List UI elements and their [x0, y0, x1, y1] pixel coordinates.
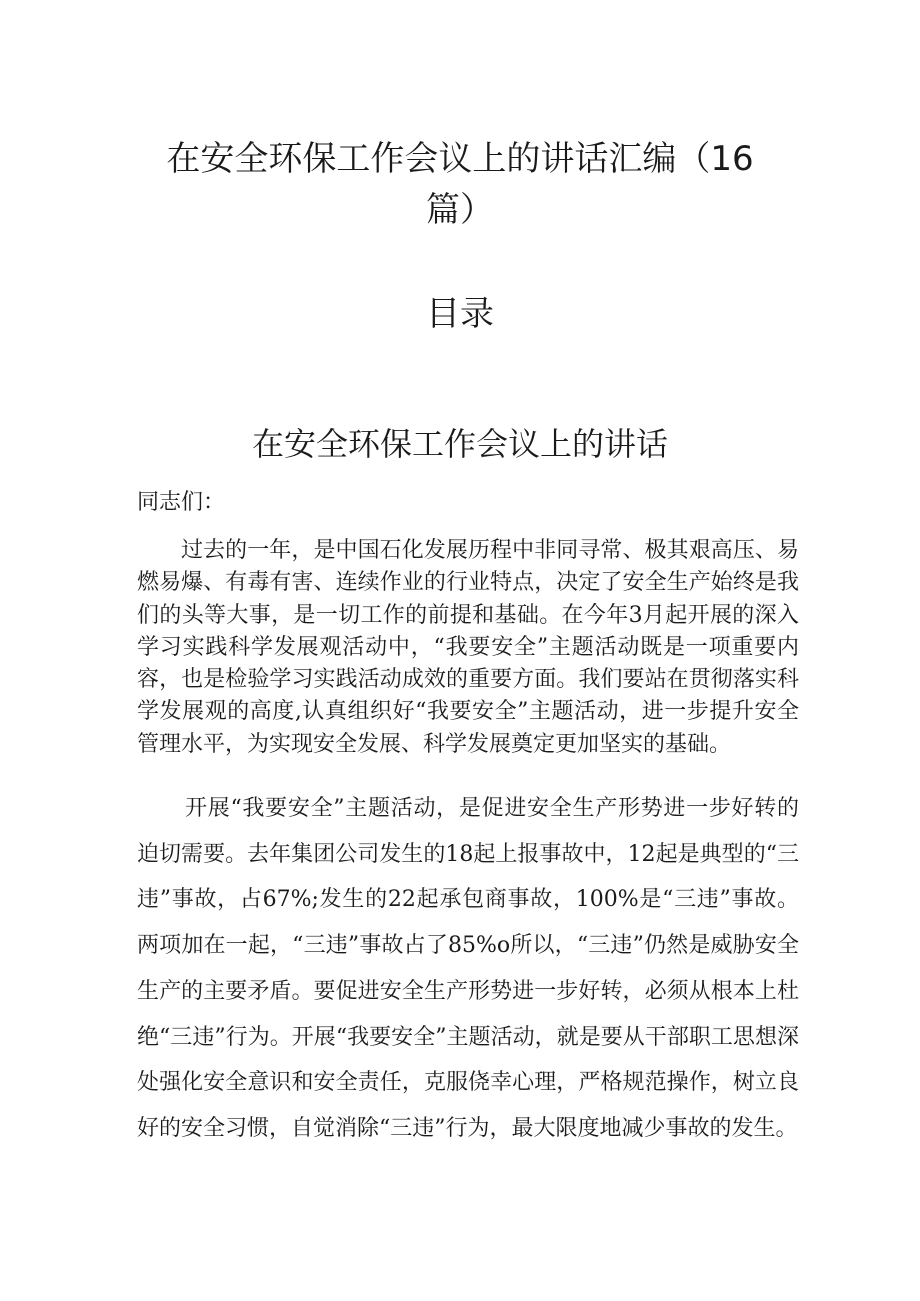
paragraph-2: 开展“我要安全”主题活动，是促进安全生产形势进一步好转的迫切需要。去年集团公司发生的18起上报事故中，12起是典型的“三违”事故，占67%;发生的22起承包商事故，100%是“三违”事故。两项加在一起，“三违”事故占了85%o所以，“三违”仍然是威胁安全生产的主要矛盾。要促进安全生产形势进一步好转，必须从根本上杜绝“三违”行为。开展“我要安全”主题活动，就是要从干部职工思想深处强化安全意识和安全责任，克服侥幸心理，严格规范操作，树立良好的安全习惯，自觉消除“三违”行为，最大限度地减少事故的发生。	[137, 796, 799, 1141]
greeting: 同志们：	[137, 490, 226, 515]
section-title: 在安全环保工作会议上的讲话	[251, 425, 668, 463]
document-title-line-2: 篇）	[426, 190, 494, 230]
paragraph-1: 过去的一年，是中国石化发展历程中非同寻常、极其艰高压、易燃易爆、有毒有害、连续作业的行业特点，决定了安全生产始终是我们的头等大事，是一切工作的前提和基础。在今年3月起开展的深入学习实践科学发展观活动中，“我要安全”主题活动既是一项重要内容，也是检验学习实践活动成效的重要方面。我们要站在贯彻落实科学发展观的高度,认真组织好“我要安全”主题活动，进一步提升安全管理水平，为实现安全发展、科学发展奠定更加坚实的基础。	[137, 538, 799, 757]
document-title-line-1: 在安全环保工作会议上的讲话汇编（16	[166, 139, 754, 179]
toc-heading: 目录	[426, 294, 494, 334]
